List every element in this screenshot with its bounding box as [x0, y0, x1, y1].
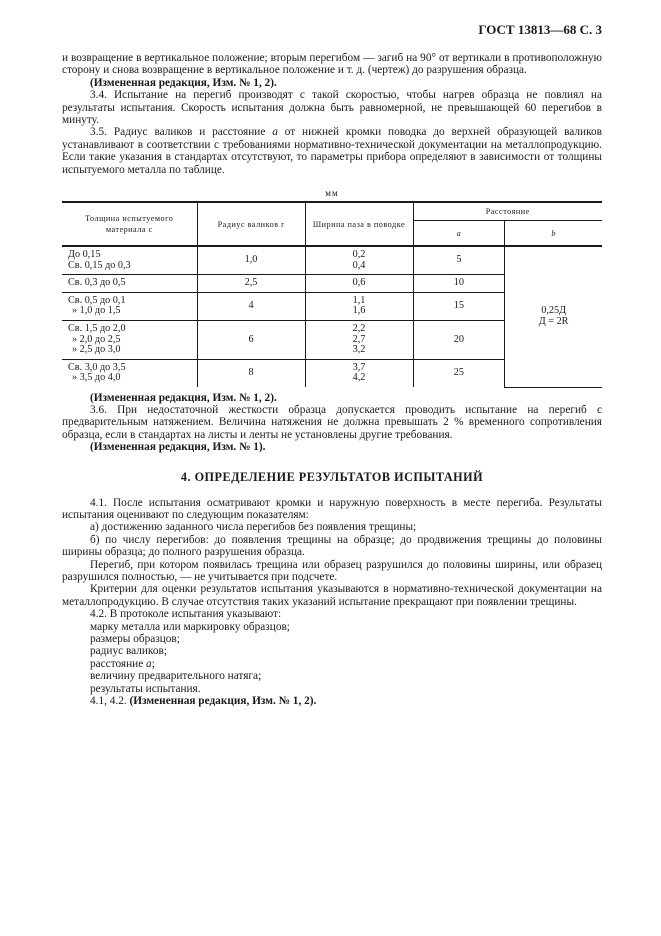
cell-thickness: До 0,15 Св. 0,15 до 0,3 — [62, 246, 197, 275]
cell-radius: 6 — [197, 321, 305, 360]
paragraph-4-2: 4.2. В протоколе испытания указывают: — [90, 608, 282, 621]
list-item: результаты испытания. — [90, 682, 201, 695]
cell-radius: 2,5 — [197, 275, 305, 293]
paragraph-3-5-part-b: от нижней кромки поводка до верхней образующей валиков устанавливают в соответствии с требованиями нормативно-технической документации на металлопродукцию. Если такие указания в стандартах отсутствуют, то параметры прибора определяют в зависимости от толщины испытуемого металла по таблице. — [62, 126, 602, 176]
cell-slot: 2,2 2,7 3,2 — [305, 321, 413, 360]
cell-radius: 8 — [197, 359, 305, 387]
cell-slot: 3,7 4,2 — [305, 359, 413, 387]
paragraph-criteria: Критерии для оценки результатов испытания указываются в нормативно-технической документации на металлопродукцию. В случае отсутствия таких указаний испытание прекращают при появлении трещины. — [62, 583, 602, 608]
cell-thickness: Св. 1,5 до 2,0 » 2,0 до 2,5 » 2,5 до 3,0 — [62, 321, 197, 360]
cell-a: 5 — [413, 246, 505, 275]
final-edit-note-bold: (Измененная редакция, Изм. № 1, 2). — [129, 695, 317, 708]
list-item: размеры образцов; — [90, 633, 180, 645]
paragraph-3-4: 3.4. Испытание на перегиб производят с такой скоростью, чтобы нагрев образца не повлиял на результаты испытания. Скорость испытания должна быть равномерной, не превышающей 60 перегибов в минуту. — [62, 89, 602, 127]
cell-slot: 1,1 1,6 — [305, 292, 413, 320]
table-unit: мм — [325, 188, 339, 199]
header-distance-a: а — [413, 221, 505, 247]
table-row — [62, 246, 602, 275]
list-item: расстояние а; — [90, 657, 155, 670]
cell-slot: 0,6 — [305, 275, 413, 293]
list-item: марку металла или маркировку образцов; — [90, 620, 290, 633]
header-distance-b: b — [505, 221, 602, 247]
cell-a: 20 — [413, 321, 505, 360]
cell-a: 25 — [413, 359, 505, 387]
list-item: радиус валиков; — [90, 645, 167, 658]
cell-radius: 1,0 — [197, 246, 305, 275]
paragraph-3-5-part-a: 3.5. Радиус валиков и расстояние — [90, 126, 266, 139]
cell-a: 10 — [413, 275, 505, 293]
section-title: 4. ОПРЕДЕЛЕНИЕ РЕЗУЛЬТАТОВ ИСПЫТАНИЙ — [180, 469, 484, 484]
paragraph-4-1-a: а) достижению заданного числа перегибов без появления трещины; — [90, 521, 417, 534]
edit-note-3: (Измененная редакция, Изм. № 1). — [90, 441, 266, 454]
final-edit-note: 4.1, 4.2. (Измененная редакция, Изм. № 1, 2). — [90, 695, 317, 708]
cell-radius: 4 — [197, 292, 305, 320]
header-thickness: Толщина испытуемого материала с — [62, 202, 197, 246]
cell-b: 0,25Д Д = 2R — [505, 246, 602, 387]
cell-thickness: Св. 3,0 до 3,5 » 3,5 до 4,0 — [62, 359, 197, 387]
header-slot-width: Ширина паза в поводке — [305, 202, 413, 246]
page-header: ГОСТ 13813—68 С. 3 — [478, 22, 602, 37]
list-item: величину предварительного натяга; — [90, 670, 262, 683]
edit-note-2: (Измененная редакция, Изм. № 1, 2). — [90, 391, 277, 404]
cell-thickness: Св. 0,3 до 0,5 — [62, 275, 197, 293]
paragraph-4-1-b: б) по числу перегибов: до появления трещины на образце; до продвижения трещины до половины ширины образца; до полного разрушения образца. — [62, 533, 602, 559]
header-distance: Расстояние — [413, 202, 602, 221]
header-radius: Радиус валиков r — [197, 202, 305, 246]
cell-a: 15 — [413, 292, 505, 320]
paragraph-intro: и возвращение в вертикальное положение; вторым перегибом — загиб на 90° от вертикали в противоположную сторону и снова возвращение в вертикальное положение и т. д. (чертеж) до разрушения образца. — [62, 52, 602, 77]
variable-a: а — [146, 657, 152, 670]
cell-thickness: Св. 0,5 до 0,1 » 1,0 до 1,5 — [62, 292, 197, 320]
edit-note-1: (Измененная редакция, Изм. № 1, 2). — [90, 76, 277, 89]
document-page — [62, 22, 602, 707]
parameters-table — [62, 201, 602, 387]
paragraph-4-1: 4.1. После испытания осматривают кромки и наружную поверхность в месте перегиба. Результаты испытания оценивают по следующим показателям: — [62, 496, 602, 521]
variable-a: а — [272, 126, 278, 139]
paragraph-bend: Перегиб, при котором появилась трещина или образец разрушился до половины ширины, или образец разрушился полностью, — не учитывается при подсчете. — [62, 558, 602, 583]
paragraph-3-6: 3.6. При недостаточной жесткости образца допускается проводить испытание на перегиб с предварительным натяжением. Величина натяжения не должна превышать 2 % временного сопротивления образца, если в стандартах на листы и ленты не установлены другие требования. — [62, 403, 602, 441]
cell-slot: 0,2 0,4 — [305, 246, 413, 275]
paragraph-3-5 — [62, 126, 602, 176]
